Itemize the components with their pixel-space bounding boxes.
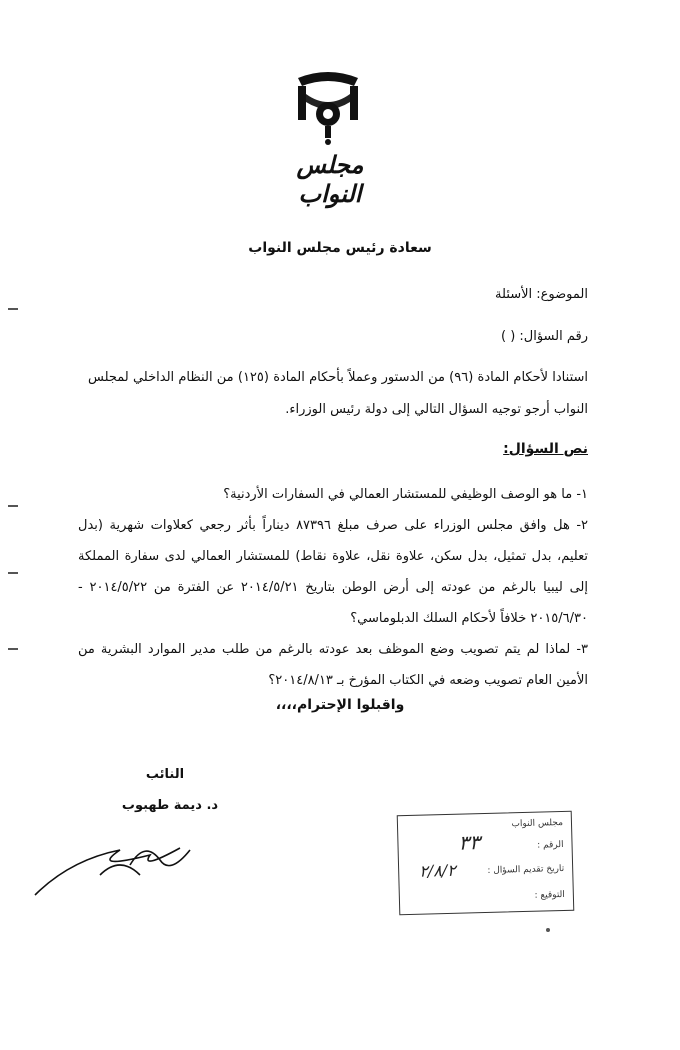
parliament-crest-icon (288, 68, 368, 148)
stamp-signature-label: التوقيع : (534, 889, 565, 901)
signatory-name: د. ديمة طهبوب (121, 798, 219, 813)
scan-dot (546, 928, 550, 932)
intro-paragraph: استنادا لأحكام المادة (٩٦) من الدستور وعملاً بأحكام المادة (١٢٥) من النظام الداخلي لمجلس النواب أرجو توجيه السؤال التالي إلى دولة رئيس الوزراء. (88, 370, 588, 417)
scan-mark (8, 505, 18, 507)
question-number-line: رقم السؤال: ( ) (500, 329, 588, 344)
subject-line: الموضوع: الأسئلة (495, 287, 588, 302)
scan-mark (8, 648, 18, 650)
question-list (78, 479, 588, 696)
stamp-handwritten-date: ٢/٨/٢ (418, 860, 456, 881)
stamp-date-label: تاريخ تقديم السؤال : (487, 863, 565, 876)
stamp-title: مجلس النواب (511, 817, 564, 830)
question-item: ١- ما هو الوصف الوظيفي للمستشار العمالي في السفارات الأردنية؟ (223, 487, 588, 502)
scan-mark (8, 572, 18, 574)
logo-text: مجلس النواب (296, 150, 364, 208)
stamp-number-label: الرقم : (537, 839, 564, 851)
question-item: ٢- هل وافق مجلس الوزراء على صرف مبلغ ٨٧٣٩٦ ديناراً بأثر رجعي كعلاوات شهرية (بدل تعليم، بدل تمثيل، بدل سكن، علاوة نقل، علاوة نقاط) للمستشار العمالي لدى سفارة المملكة إلى ليبيا بالرغم من عودته إلى أرض الوطن بتاريخ ٢٠١٤/٥/٢١ عن الفترة من ٢٠١٤/٥/٢٢ - ٢٠١٥/٦/٣٠ خلافاً لأحكام السلك الدبلوماسي؟ (78, 518, 589, 626)
signature-title: النائب (145, 767, 185, 782)
addressee-title: سعادة رئيس مجلس النواب (248, 240, 432, 256)
stamp-handwritten-number: ٣٣ (458, 830, 481, 855)
handwritten-signature (30, 820, 200, 900)
closing-line: واقبلوا الإحترام،،،، (275, 697, 405, 713)
question-item: ٣- لماذا لم يتم تصويب وضع الموظف بعد عودته بالرغم من طلب مدير الموارد البشرية من الأمين العام تصويب وضعه في الكتاب المؤرخ بـ ٢٠١٤/٨/١٣؟ (78, 642, 588, 688)
scan-mark (8, 308, 18, 310)
question-heading: نص السؤال: (503, 441, 588, 457)
registry-stamp (397, 811, 575, 916)
